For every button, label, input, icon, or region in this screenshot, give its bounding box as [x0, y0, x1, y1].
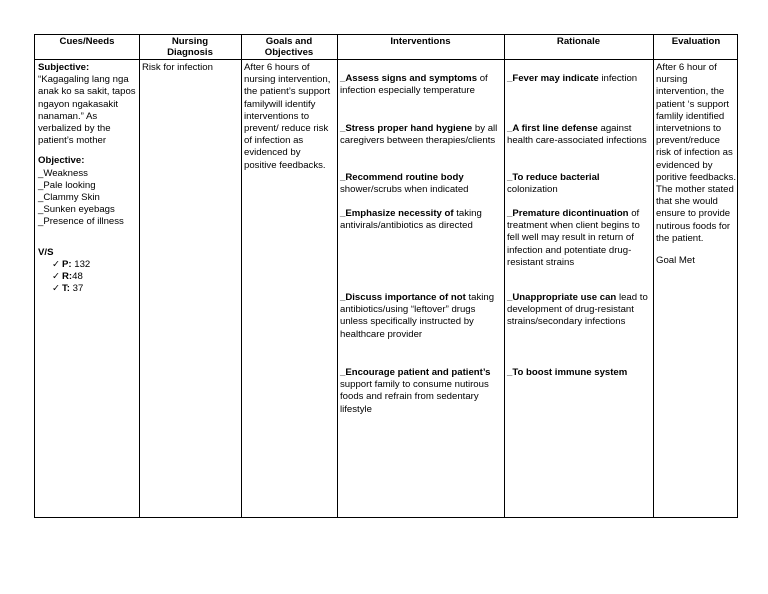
- objective-item: _Clammy Skin: [38, 192, 100, 204]
- rationale-heading: _A first line defense: [507, 123, 598, 134]
- intervention-heading: _Discuss importance of not: [340, 292, 466, 303]
- header-evaluation: Evaluation: [671, 36, 721, 47]
- intervention-text: shower/scrubs when indicated: [340, 184, 469, 196]
- intervention-heading: _Emphasize necessity of: [340, 208, 454, 219]
- objective-item: _Weakness: [38, 167, 88, 179]
- column-divider: [139, 35, 140, 517]
- objective-item: _Pale looking: [38, 179, 96, 191]
- vital-sign-value: 37: [72, 283, 84, 295]
- objective-label: Objective:: [38, 155, 85, 167]
- goals-cell: [241, 62, 337, 172]
- intervention-item: [340, 123, 501, 147]
- intervention-text: taking antibiotics/using “leftover” drugs unless specifically instructed by healthcare provider: [340, 292, 495, 340]
- rationale-heading: _Unappropriate use can: [507, 292, 617, 303]
- rationale-heading: _Fever may indicate: [507, 73, 599, 84]
- care-plan-table: [34, 34, 738, 518]
- intervention-text: by all caregivers between therapies/clients: [340, 123, 498, 147]
- intervention-item: [340, 208, 501, 232]
- intervention-item: [340, 73, 501, 97]
- rationale-text: infection: [601, 73, 638, 84]
- goals-text: After 6 hours of nursing intervention, the patient’s support familywill identify interventions to prevent/ reduce risk of infection as evidenced by positive feedbacks.: [244, 62, 331, 171]
- interventions-cell: [337, 62, 504, 512]
- rationale-item: [507, 73, 650, 85]
- intervention-text: of infection especially temperature: [340, 73, 488, 97]
- diagnosis-cell: [139, 62, 241, 74]
- rationale-heading: _To boost immune system: [507, 367, 628, 378]
- objective-item: _Presence of illness: [38, 216, 124, 228]
- rationale-text: of treatment when client begins to fell well may result in return of infection and potentiate drug-resistant strains: [507, 208, 640, 268]
- header-divider: [35, 59, 737, 60]
- vital-signs-list: [38, 259, 139, 296]
- vital-sign-item: [38, 271, 139, 283]
- objective-item: _Sunken eyebags: [38, 204, 115, 216]
- check-icon: ✓: [52, 271, 61, 283]
- header-goals: Goals and Objectives: [264, 36, 314, 58]
- intervention-heading: _Stress proper hand hygiene: [340, 123, 473, 134]
- evaluation-text: After 6 hour of nursing intervention, the patient ‘s support famlily identified intervetnions to prevent/reduce risk of infection as evidenced by poritive feedbacks. The mother stated that she would ensure to provide nutirous foods for the patient.: [656, 62, 736, 244]
- vital-sign-item: [38, 283, 139, 295]
- evaluation-result: Goal Met: [656, 255, 695, 267]
- intervention-heading: _Assess signs and symptoms: [340, 73, 478, 84]
- intervention-heading: _Encourage patient and patient’s: [340, 367, 491, 378]
- vital-sign-item: [38, 259, 139, 271]
- vital-sign-label: T:: [62, 283, 70, 295]
- intervention-item: [340, 292, 501, 341]
- vital-sign-label: R:: [62, 271, 73, 283]
- rationale-item: [507, 367, 650, 379]
- diagnosis-text: Risk for infection: [142, 62, 213, 73]
- intervention-heading: _Recommend routine body: [340, 172, 464, 183]
- intervention-text: taking antivirals/antibiotics as directed: [340, 208, 482, 232]
- header-interventions: Interventions: [390, 36, 451, 47]
- vital-signs-label: V/S: [38, 246, 54, 258]
- rationale-heading: _Premature dicontinuation: [507, 208, 629, 219]
- subjective-label: Subjective:: [38, 62, 90, 73]
- rationale-item: [507, 208, 650, 269]
- header-rationale: Rationale: [556, 36, 601, 47]
- vital-sign-value: 48: [72, 271, 83, 283]
- intervention-item: [340, 367, 501, 416]
- rationale-item: [507, 123, 650, 147]
- rationale-text: colonization: [507, 184, 558, 196]
- header-cues: Cues/Needs: [59, 36, 115, 47]
- check-icon: ✓: [52, 258, 61, 270]
- rationale-text: lead to development of drug-resistant strains/secondary infections: [507, 292, 648, 328]
- cues-cell: [35, 62, 139, 295]
- header-diagnosis: Nursing Diagnosis: [167, 36, 213, 58]
- vital-sign-label: P:: [62, 258, 72, 270]
- rationale-text: against health care-associated infections: [507, 123, 647, 147]
- rationale-heading: _To reduce bacterial: [507, 172, 600, 183]
- rationale-item: [507, 172, 650, 196]
- evaluation-cell: [653, 62, 739, 267]
- intervention-item: [340, 172, 501, 196]
- vital-sign-value: 132: [74, 258, 91, 270]
- subjective-text: “Kagagaling lang nga anak ko sa sakit, tapos ngayon ngakasakit nanaman.” As verbalized by the patient’s mother: [38, 74, 136, 147]
- check-icon: ✓: [52, 283, 61, 295]
- rationale-item: [507, 292, 650, 329]
- intervention-text: support family to consume nutirous foods and refrain from sedentary lifestyle: [340, 379, 489, 415]
- rationale-cell: [504, 62, 653, 512]
